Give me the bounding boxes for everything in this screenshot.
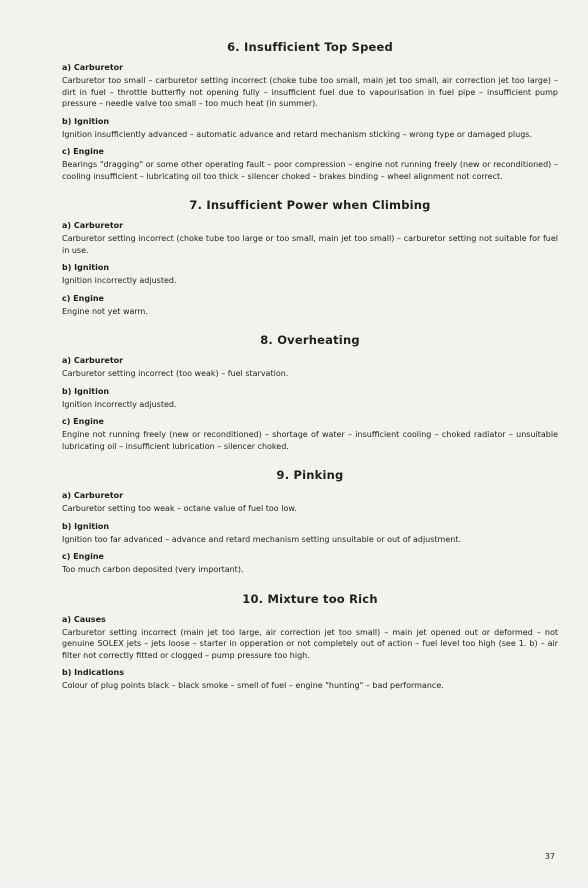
subsection-engine (62, 417, 558, 452)
subsection-ignition (62, 117, 558, 141)
subsection-text: Engine not yet warm. (62, 306, 148, 316)
subsection-text: Bearings "dragging" or some other operating fault – poor compression – engine not running freely (new or reconditioned) – cooling insufficient – lubricating oil too thick – silencer choked – brakes binding – wheel alignment not correct. (62, 160, 558, 181)
page-number: 37 (544, 852, 555, 861)
subsection-text: Carburetor setting incorrect (choke tube too large or too small, main jet too small) – carburetor setting not suitable for fuel in use. (62, 234, 558, 255)
subsection-label: c) Engine (62, 147, 104, 156)
subsection-label: c) Engine (62, 552, 104, 561)
subsection-engine (62, 294, 558, 318)
subsection-engine (62, 147, 558, 182)
section-insufficient-top-speed (62, 40, 558, 182)
subsection-carburetor (62, 491, 558, 515)
subsection-label: b) Ignition (62, 521, 110, 531)
subsection-label: a) Causes (62, 614, 106, 624)
subsection-causes (62, 615, 558, 662)
subsection-label: b) Ignition (62, 263, 110, 272)
subsection-carburetor (62, 221, 558, 256)
section-pinking (62, 468, 558, 576)
subsection-text: Carburetor setting incorrect (too weak) – fuel starvation. (62, 369, 289, 378)
subsection-ignition (62, 263, 558, 287)
subsection-text: Ignition incorrectly adjusted. (62, 399, 177, 409)
section-title: 9. Pinking (276, 468, 344, 482)
subsection-label: c) Engine (62, 293, 104, 303)
subsection-ignition (62, 387, 558, 411)
subsection-indications (62, 668, 558, 692)
subsection-label: a) Carburetor (62, 63, 124, 72)
subsection-label: b) Ignition (62, 116, 110, 126)
subsection-text: Carburetor setting too weak – octane value of fuel too low. (62, 504, 297, 513)
subsection-text: Ignition insufficiently advanced – automatic advance and retard mechanism sticking – wrong type or damaged plugs. (62, 129, 533, 139)
subsection-engine (62, 552, 558, 576)
subsection-carburetor (62, 63, 558, 110)
section-overheating (62, 333, 558, 452)
subsection-text: Carburetor too small – carburetor setting incorrect (choke tube too small, main jet too small, air correction jet too large) – dirt in fuel – throttle butterfly not opening fully – insufficient fuel due to vapourisation in fuel pipe – insufficient pump pressure – needle valve too small – too much heat (in summer). (62, 76, 558, 108)
subsection-label: b) Indications (62, 668, 124, 677)
subsection-label: c) Engine (62, 417, 104, 426)
subsection-text: Too much carbon deposited (very important). (62, 565, 244, 574)
subsection-text: Ignition too far advanced – advance and retard mechanism setting unsuitable or out of adjustment. (62, 534, 462, 544)
section-title: 8. Overheating (260, 333, 360, 347)
subsection-text: Ignition incorrectly adjusted. (62, 276, 177, 285)
subsection-ignition (62, 522, 558, 546)
subsection-label: a) Carburetor (62, 356, 124, 365)
subsection-label: a) Carburetor (62, 491, 124, 500)
subsection-text: Engine not running freely (new or reconditioned) – shortage of water – insufficient cooling – choked radiator – unsuitable lubricating oil – insufficient lubrication – silencer choked. (62, 430, 558, 451)
section-mixture-too-rich (62, 592, 558, 692)
section-title: 7. Insufficient Power when Climbing (189, 198, 431, 212)
subsection-label: a) Carburetor (62, 221, 124, 230)
section-title: 6. Insufficient Top Speed (227, 40, 393, 54)
subsection-text: Carburetor setting incorrect (main jet too large, air correction jet too small) – main jet opened out or deformed – not genuine SOLEX jets – jets loose – starter in opperation or not completely out of action – fuel level too high (see 1. b) – air filter not correctly fitted or clogged – pump pressure too high. (62, 627, 558, 660)
section-insufficient-power-climbing (62, 198, 558, 317)
section-title: 10. Mixture too Rich (242, 591, 378, 606)
subsection-text: Colour of plug points black – black smoke – smell of fuel – engine "hunting" – bad performance. (62, 681, 444, 690)
subsection-label: b) Ignition (62, 386, 110, 396)
subsection-carburetor (62, 356, 558, 380)
